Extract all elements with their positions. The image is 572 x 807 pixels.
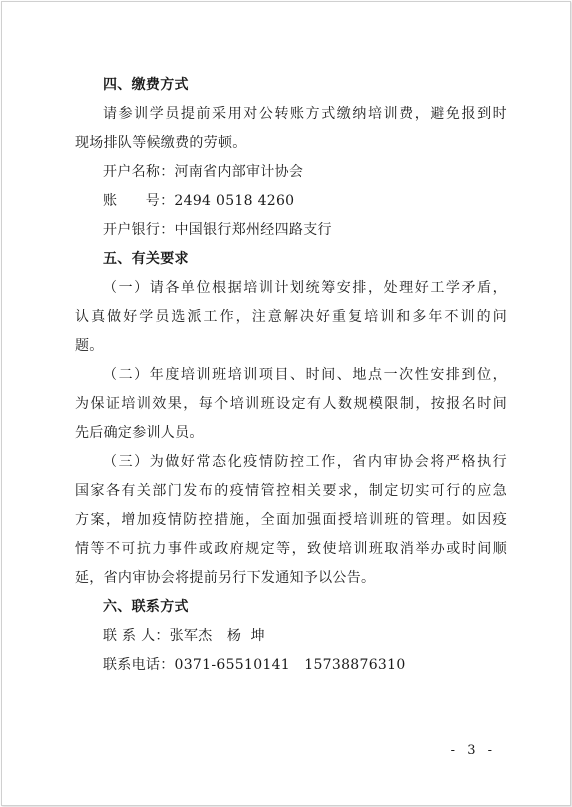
bank-label: 开户银行：: [103, 222, 175, 238]
paragraph-line: 请参训学员提前采用对公转账方式缴纳培训费，避免报到时: [103, 106, 507, 122]
account-name-label: 开户名称：: [103, 164, 175, 180]
account-number-value: 2494 0518 4260: [174, 193, 295, 209]
section-heading-payment: 四、缴费方式: [103, 77, 189, 93]
document-body: [75, 71, 507, 680]
paragraph-line: 题。: [75, 338, 104, 354]
account-name-row: [75, 158, 507, 187]
contact-person-value: 张军杰 杨 坤: [169, 628, 265, 644]
section-heading-requirements: 五、有关要求: [103, 251, 189, 267]
paragraph-line: （一）请各单位根据培训计划统筹安排，处理好工学矛盾，: [103, 280, 507, 296]
paragraph-line: （二）年度培训班培训项目、时间、地点一次性安排到位，: [103, 367, 507, 383]
paragraph-line: 现场排队等候缴费的劳顿。: [75, 135, 247, 151]
paragraph-line: 方案，增加疫情防控措施，全面加强面授培训班的管理。如因疫: [75, 512, 507, 528]
paragraph-line: 先后确定参训人员。: [75, 425, 204, 441]
bank-row: [75, 216, 507, 245]
paragraph-line: 认真做好学员选派工作，注意解决好重复培训和多年不训的问: [75, 309, 507, 325]
contact-phone-label: 联系电话：: [103, 657, 175, 673]
account-number-label: 账 号：: [103, 193, 175, 209]
paragraph-line: 延，省内审协会将提前另行下发通知予以公告。: [75, 570, 376, 586]
contact-person-label: 联 系 人：: [103, 628, 170, 644]
paragraph-line: （三）为做好常态化疫情防控工作，省内审协会将严格执行: [103, 454, 507, 470]
bank-value: 中国银行郑州经四路支行: [174, 222, 332, 238]
paragraph-line: 情等不可抗力事件或政府规定等，致使培训班取消举办或时间顺: [75, 541, 507, 557]
contact-phone-row: [75, 651, 507, 680]
account-number-row: [75, 187, 507, 216]
paragraph-line: 为保证培训效果，每个培训班设定有人数规模限制，按报名时间: [75, 396, 507, 412]
page-number: - 3 -: [450, 743, 496, 758]
account-name-value: 河南省内部审计协会: [174, 164, 304, 180]
contact-phone-value: 0371-65510141 15738876310: [174, 657, 406, 673]
paragraph-line: 国家各有关部门发布的疫情管控相关要求，制定切实可行的应急: [75, 483, 507, 499]
contact-person-row: [75, 622, 507, 651]
section-heading-contact: 六、联系方式: [103, 599, 189, 615]
